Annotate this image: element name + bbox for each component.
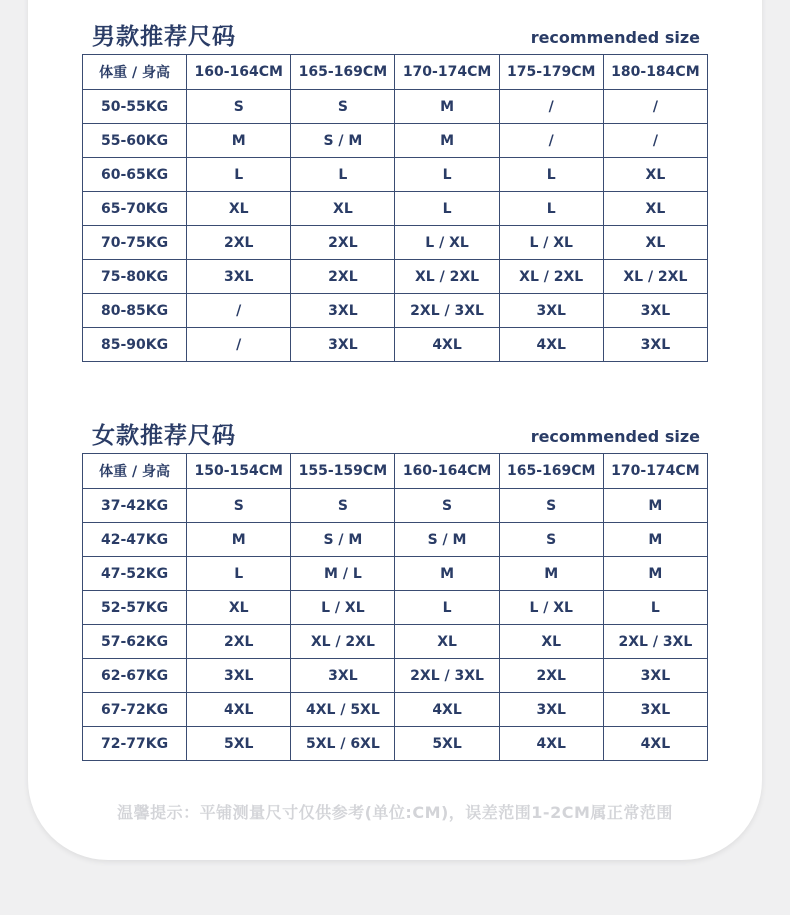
women-size-cell: L (395, 591, 499, 625)
women-size-cell: 2XL (499, 659, 603, 693)
women-weight-cell: 47-52KG (83, 557, 187, 591)
men-size-section (82, 18, 708, 362)
women-header-cell: 155-159CM (291, 454, 395, 489)
women-size-cell: 2XL / 3XL (603, 625, 707, 659)
women-weight-cell: 42-47KG (83, 523, 187, 557)
men-size-cell: / (499, 124, 603, 158)
table-row (83, 294, 708, 328)
women-size-cell: XL (395, 625, 499, 659)
men-header-cell: 165-169CM (291, 55, 395, 90)
table-row (83, 90, 708, 124)
men-size-cell: 2XL (291, 226, 395, 260)
table-row (83, 158, 708, 192)
men-size-cell: 3XL (603, 328, 707, 362)
men-size-cell: / (603, 124, 707, 158)
men-size-cell: XL (603, 192, 707, 226)
women-size-cell: 4XL (499, 727, 603, 761)
men-size-cell: / (187, 294, 291, 328)
women-size-cell: 3XL (603, 659, 707, 693)
table-row (83, 557, 708, 591)
men-size-cell: S (187, 90, 291, 124)
men-weight-cell: 80-85KG (83, 294, 187, 328)
men-header-cell: 180-184CM (603, 55, 707, 90)
table-row (83, 260, 708, 294)
women-size-cell: 2XL / 3XL (395, 659, 499, 693)
women-size-cell: 5XL (187, 727, 291, 761)
men-size-cell: M (187, 124, 291, 158)
men-weight-cell: 60-65KG (83, 158, 187, 192)
women-size-cell: M (603, 557, 707, 591)
women-header-cell: 体重 / 身高 (83, 454, 187, 489)
table-row (83, 727, 708, 761)
women-header-cell: 165-169CM (499, 454, 603, 489)
table-row (83, 693, 708, 727)
men-section-header (82, 18, 708, 54)
women-table-header-row (83, 454, 708, 489)
table-row (83, 523, 708, 557)
women-size-cell: M (603, 489, 707, 523)
men-size-cell: XL / 2XL (603, 260, 707, 294)
men-size-cell: XL / 2XL (395, 260, 499, 294)
men-table-header-row (83, 55, 708, 90)
women-size-cell: S (187, 489, 291, 523)
women-size-cell: 4XL (603, 727, 707, 761)
women-weight-cell: 62-67KG (83, 659, 187, 693)
table-row (83, 489, 708, 523)
men-size-cell: 3XL (291, 328, 395, 362)
men-size-table (82, 54, 708, 362)
footer-note: 温馨提示：平铺测量尺寸仅供参考(单位:CM)，误差范围1-2CM属正常范围 (117, 803, 673, 822)
men-size-cell: L (395, 158, 499, 192)
men-weight-cell: 55-60KG (83, 124, 187, 158)
men-size-cell: 4XL (395, 328, 499, 362)
men-weight-cell: 50-55KG (83, 90, 187, 124)
men-size-cell: / (603, 90, 707, 124)
women-size-cell: XL / 2XL (291, 625, 395, 659)
men-size-cell: S / M (291, 124, 395, 158)
women-size-cell: 2XL (187, 625, 291, 659)
women-section-subtitle: recommended size (530, 427, 700, 446)
women-section-title: 女款推荐尺码 (92, 423, 236, 449)
men-size-cell: 3XL (187, 260, 291, 294)
men-size-cell: L (499, 192, 603, 226)
men-size-cell: L / XL (395, 226, 499, 260)
men-size-cell: 2XL (291, 260, 395, 294)
women-header-cell: 160-164CM (395, 454, 499, 489)
women-header-cell: 150-154CM (187, 454, 291, 489)
table-row (83, 124, 708, 158)
men-header-cell: 170-174CM (395, 55, 499, 90)
men-size-cell: M (395, 90, 499, 124)
men-weight-cell: 65-70KG (83, 192, 187, 226)
men-size-cell: 3XL (603, 294, 707, 328)
women-size-cell: 3XL (187, 659, 291, 693)
table-row (83, 625, 708, 659)
women-size-cell: S / M (395, 523, 499, 557)
men-size-cell: XL / 2XL (499, 260, 603, 294)
women-weight-cell: 37-42KG (83, 489, 187, 523)
men-size-cell: XL (187, 192, 291, 226)
men-weight-cell: 85-90KG (83, 328, 187, 362)
men-section-subtitle: recommended size (530, 28, 700, 47)
women-size-cell: 3XL (499, 693, 603, 727)
women-size-cell: M (499, 557, 603, 591)
men-size-cell: L (499, 158, 603, 192)
men-size-cell: XL (603, 158, 707, 192)
women-size-cell: XL (499, 625, 603, 659)
men-size-cell: XL (291, 192, 395, 226)
men-header-cell: 175-179CM (499, 55, 603, 90)
table-row (83, 226, 708, 260)
men-size-cell: L (187, 158, 291, 192)
women-size-cell: 3XL (291, 659, 395, 693)
women-size-cell: S (499, 523, 603, 557)
women-size-cell: M (187, 523, 291, 557)
women-size-cell: 4XL / 5XL (291, 693, 395, 727)
women-size-cell: L / XL (499, 591, 603, 625)
men-size-cell: / (187, 328, 291, 362)
men-size-cell: 3XL (291, 294, 395, 328)
men-header-cell: 160-164CM (187, 55, 291, 90)
women-size-cell: M / L (291, 557, 395, 591)
table-row (83, 659, 708, 693)
women-weight-cell: 57-62KG (83, 625, 187, 659)
men-size-cell: L (395, 192, 499, 226)
women-size-cell: L (187, 557, 291, 591)
men-size-cell: L (291, 158, 395, 192)
men-section-title: 男款推荐尺码 (92, 24, 236, 50)
women-size-cell: 5XL (395, 727, 499, 761)
men-size-cell: 4XL (499, 328, 603, 362)
women-size-cell: 4XL (187, 693, 291, 727)
table-row (83, 328, 708, 362)
men-size-cell: M (395, 124, 499, 158)
women-header-cell: 170-174CM (603, 454, 707, 489)
men-weight-cell: 70-75KG (83, 226, 187, 260)
men-size-cell: 2XL / 3XL (395, 294, 499, 328)
women-size-cell: M (603, 523, 707, 557)
women-size-cell: S (291, 489, 395, 523)
men-weight-cell: 75-80KG (83, 260, 187, 294)
women-weight-cell: 67-72KG (83, 693, 187, 727)
men-size-cell: L / XL (499, 226, 603, 260)
women-size-cell: 3XL (603, 693, 707, 727)
women-weight-cell: 72-77KG (83, 727, 187, 761)
men-size-cell: S (291, 90, 395, 124)
women-size-cell: S / M (291, 523, 395, 557)
women-size-cell: XL (187, 591, 291, 625)
women-weight-cell: 52-57KG (83, 591, 187, 625)
women-size-section (82, 417, 708, 761)
men-header-cell: 体重 / 身高 (83, 55, 187, 90)
women-size-cell: L (603, 591, 707, 625)
men-size-cell: / (499, 90, 603, 124)
women-size-cell: 5XL / 6XL (291, 727, 395, 761)
table-row (83, 192, 708, 226)
women-size-cell: S (499, 489, 603, 523)
table-row (83, 591, 708, 625)
women-section-header (82, 417, 708, 453)
women-size-cell: L / XL (291, 591, 395, 625)
women-size-cell: M (395, 557, 499, 591)
men-size-cell: 3XL (499, 294, 603, 328)
men-size-cell: 2XL (187, 226, 291, 260)
men-size-cell: XL (603, 226, 707, 260)
women-size-cell: 4XL (395, 693, 499, 727)
women-size-cell: S (395, 489, 499, 523)
women-size-table (82, 453, 708, 761)
